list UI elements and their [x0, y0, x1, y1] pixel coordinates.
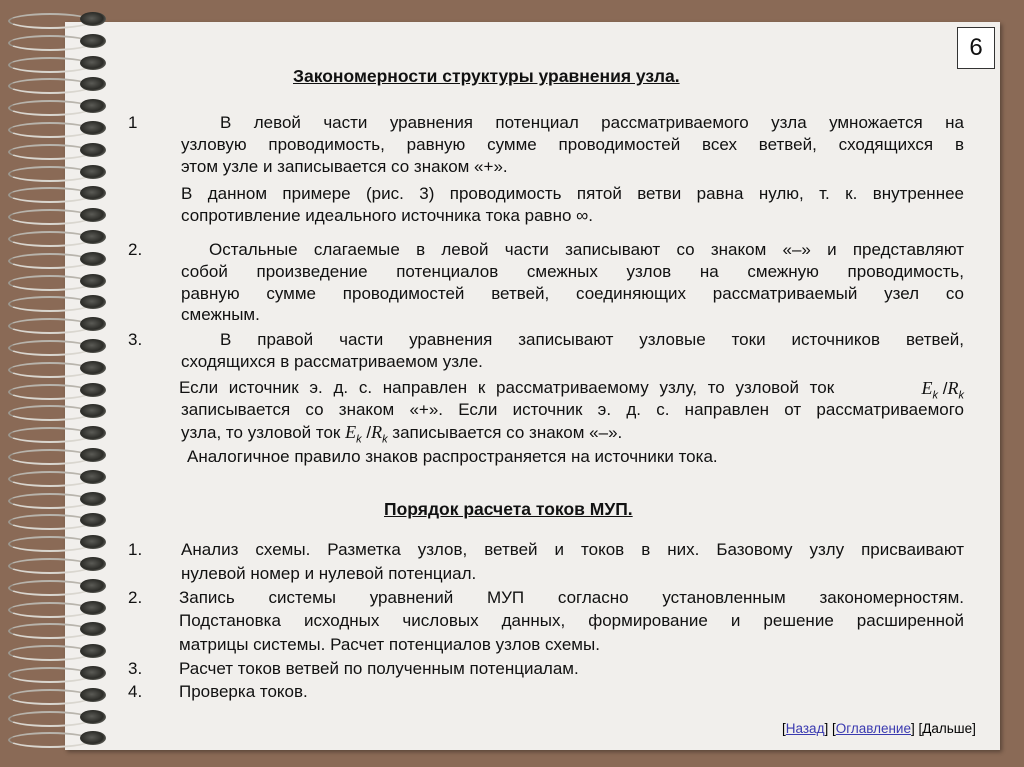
spiral-ring: [8, 686, 108, 704]
spiral-ring: [8, 54, 108, 72]
paragraph-line: Расчет токов ветвей по полученным потенциалам.: [179, 659, 579, 678]
spiral-ring: [8, 642, 108, 660]
item-number: 3.: [128, 330, 143, 349]
spiral-ring: [8, 446, 108, 464]
formula-ek-rk: $E_k$ $/R_k$: [921, 378, 964, 402]
item-number: 2.: [128, 588, 143, 607]
paragraph-line: Аналогичное правило знаков распространяется на источники тока.: [187, 447, 718, 466]
spiral-ring: [8, 337, 108, 355]
spiral-ring: [8, 206, 108, 224]
back-link[interactable]: Назад: [785, 721, 825, 736]
contents-link[interactable]: Оглавление: [835, 721, 911, 736]
spiral-ring: [8, 163, 108, 181]
spiral-ring: [8, 10, 108, 28]
spiral-ring: [8, 468, 108, 486]
paragraph-line: В левой части уравнения потенциал рассматриваемого узла умножается на: [220, 113, 964, 132]
paragraph-line: Анализ схемы. Разметка узлов, ветвей и токов в них. Базовому узлу присваивают: [181, 540, 964, 559]
paragraph-line: матрицы системы. Расчет потенциалов узлов схемы.: [179, 635, 600, 654]
item-number: 1.: [128, 540, 143, 559]
section-title-calculation-order: Порядок расчета токов МУП.: [384, 499, 633, 519]
emf-line-1: [179, 378, 964, 401]
spiral-ring: [8, 272, 108, 290]
spiral-ring: [8, 359, 108, 377]
spiral-ring: [8, 402, 108, 420]
spiral-ring: [8, 729, 108, 747]
spiral-ring: [8, 511, 108, 529]
spiral-ring: [8, 119, 108, 137]
spiral-ring: [8, 141, 108, 159]
spiral-ring: [8, 184, 108, 202]
section-title-node-equation: Закономерности структуры уравнения узла.: [293, 66, 680, 86]
paragraph-line: Проверка токов.: [179, 682, 308, 701]
page-number: 6: [957, 27, 995, 69]
paragraph-line: записывается со знаком «+». Если источник э. д. с. направлен от рассматриваемого: [181, 400, 964, 419]
paragraph-line: В данном примере (рис. 3) проводимость пятой ветви равна нулю, т. к. внутреннее: [181, 184, 964, 203]
item-number: 3.: [128, 659, 143, 678]
item-number: 4.: [128, 682, 143, 701]
paragraph-line: равную сумме проводимостей ветвей, соединяющих рассматриваемый узел со: [181, 284, 964, 303]
spiral-ring: [8, 708, 108, 726]
paragraph-line: сопротивление идеального источника тока равно ∞.: [181, 206, 593, 225]
spiral-ring: [8, 97, 108, 115]
spiral-ring: [8, 75, 108, 93]
paragraph-line: нулевой номер и нулевой потенциал.: [181, 564, 477, 583]
paragraph-line: Запись системы уравнений МУП согласно установленным закономерностям.: [179, 588, 964, 607]
formula-ek-rk: $E_k$ $/R_k$: [345, 422, 388, 446]
paragraph-line: смежным.: [181, 305, 260, 324]
paragraph-line: собой произведение потенциалов смежных узлов на смежную проводимость,: [181, 262, 964, 281]
spiral-ring: [8, 577, 108, 595]
spiral-ring: [8, 620, 108, 638]
spiral-ring: [8, 293, 108, 311]
paragraph-line: Подстановка исходных числовых данных, формирование и решение расширенной: [179, 611, 964, 630]
spiral-ring: [8, 424, 108, 442]
paragraph-line: узловую проводимость, равную сумме проводимостей всех ветвей, сходящихся в: [181, 135, 964, 154]
paragraph-text: Если источник э. д. с. направлен к рассматриваемому узлу, то узловой ток: [179, 378, 835, 397]
paragraph-line: В правой части уравнения записывают узловые токи источников ветвей,: [220, 330, 964, 349]
item-number: 2.: [128, 240, 143, 259]
slide-navigation: [Назад] [Оглавление] [Дальше]: [782, 721, 976, 736]
emf-line-3: узла, то узловой ток $E_k$ $/R_k$ записывается со знаком «–».: [181, 422, 623, 446]
spiral-ring: [8, 599, 108, 617]
spiral-ring: [8, 381, 108, 399]
spiral-binding: [0, 10, 110, 760]
item-number: 1: [128, 113, 138, 132]
paragraph-line: этом узле и записывается со знаком «+».: [181, 157, 508, 176]
spiral-ring: [8, 315, 108, 333]
spiral-ring: [8, 228, 108, 246]
spiral-ring: [8, 533, 108, 551]
spiral-ring: [8, 555, 108, 573]
paragraph-line: Остальные слагаемые в левой части записывают со знаком «–» и представляют: [209, 240, 964, 259]
paragraph-line: сходящихся в рассматриваемом узле.: [181, 352, 483, 371]
spiral-ring: [8, 250, 108, 268]
spiral-ring: [8, 664, 108, 682]
spiral-ring: [8, 490, 108, 508]
next-link[interactable]: Дальше: [922, 721, 973, 736]
spiral-ring: [8, 32, 108, 50]
